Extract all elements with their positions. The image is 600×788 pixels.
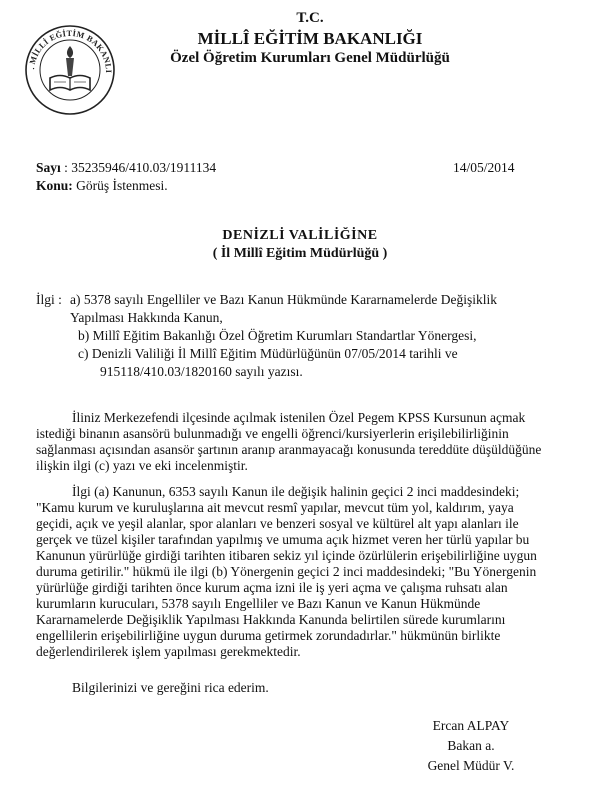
header-tc: T.C.	[296, 10, 324, 26]
sayi-value: : 35235946/410.03/1911134	[64, 160, 217, 175]
ilgi-item-b: b) Millî Eğitim Bakanlığı Özel Öğretim Kurumları Standartlar Yönergesi,	[78, 328, 477, 343]
ilgi-item-c: c) Denizli Valiliği İl Millî Eğitim Müdürlüğünün 07/05/2014 tarihli ve	[78, 346, 458, 361]
svg-text:T.C. MİLLİ EĞİTİM BAKANLIĞI	[14, 10, 113, 73]
sayi-label: Sayı	[36, 160, 61, 175]
paragraph-1-line: sağlanması açısından asansör şartının aranıp aranmayacağı konusunda tereddüte düşüldüğüne	[36, 442, 542, 457]
paragraph-1-line: ilişkin ilgi (c) yazı ve eki incelenmiştir.	[36, 458, 248, 473]
paragraph-2-line: Kararnamelerde Değişiklik Yapılması Hakkında Kanunda belirtilen sürede kurumlarını	[36, 612, 506, 627]
addressee-subtitle: ( İl Millî Eğitim Müdürlüğü )	[212, 246, 388, 261]
sayi-line	[36, 160, 216, 176]
paragraph-2-line: Kanunun yürürlüğe girdiği tarihten itibaren sekiz yıl içinde özürlülerin erişebilirliğine uygun	[36, 548, 537, 563]
document-date: 14/05/2014	[453, 160, 515, 175]
ilgi-item-c-cont: 915118/410.03/1820160 sayılı yazısı.	[100, 364, 303, 379]
header-directorate: Özel Öğretim Kurumları Genel Müdürlüğü	[170, 50, 450, 66]
paragraph-2-line: İlgi (a) Kanunun, 6353 sayılı Kanun ile değişik halinin geçici 2 inci maddesindeki;	[72, 484, 520, 499]
konu-label: Konu:	[36, 178, 73, 193]
closing-sentence: Bilgilerinizi ve gereğini rica ederim.	[72, 680, 269, 695]
logo-ring-text: . MİLLİ EĞİTİM BAKANLI	[27, 28, 114, 74]
paragraph-2-line: "Kamu kurum ve kuruluşlarına ait mevcut resmî yapılar, mevcut tüm yol, kaldırım, yaya	[36, 500, 514, 515]
paragraph-2-line: engellilerin erişebilirliğine uygun duruma getirmek zorundadırlar." hükmünün birlikte	[36, 628, 501, 643]
konu-value: Görüş İstenmesi.	[76, 178, 168, 193]
paragraph-1	[36, 410, 564, 474]
ilgi-item-a: a) 5378 sayılı Engelliler ve Bazı Kanun Hükmünde Kararnamelerde Değişiklik	[70, 292, 497, 307]
paragraph-2-line: yürürlüğe girdiği tarihten önce kurum açma izni ile iş yeri açma ve çalışma ruhsatı alan	[36, 580, 508, 595]
paragraph-2-line: kurumların kurucuları, 5378 sayılı Engelliler ve Bazı Kanun ve Kanun Hükmünde	[36, 596, 481, 611]
paragraph-2-line: geçidi, açık ve yeşil alanlar, spor alanları ve benzeri sosyal ve kültürel alt yapı alanları ile	[36, 516, 519, 531]
signature-name: Ercan ALPAY	[432, 718, 510, 733]
paragraph-2-line: duruma getirilir." hükmü ile ilgi (b) Yönergenin geçici 2 inci maddesindeki; "Bu Yönergenin	[36, 564, 537, 579]
paragraph-1-line: istediği binanın asansörü bulunmadığı ve engelli öğrenci/kursiyerlerin erişilebilirliğinin	[36, 426, 509, 441]
paragraph-2-line: değerlendirilerek işlem yapılması gerekmektedir.	[36, 644, 301, 659]
addressee-title: DENİZLİ VALİLİĞİNE	[222, 228, 378, 243]
header-ministry: MİLLÎ EĞİTİM BAKANLIĞI	[197, 29, 423, 48]
ministry-logo	[14, 10, 126, 122]
torch-book-emblem-icon	[14, 10, 126, 122]
ilgi-item-a-cont: Yapılması Hakkında Kanun,	[70, 310, 223, 325]
paragraph-2	[36, 484, 564, 660]
ilgi-label: İlgi :	[36, 292, 62, 307]
signature-title-2: Genel Müdür V.	[427, 758, 515, 773]
signature-title-1: Bakan a.	[447, 738, 495, 753]
paragraph-2-line: gerçek ve tüzel kişiler tarafından yapılmış ve umuma açık hizmet veren her türlü yapılar bu	[36, 532, 530, 547]
konu-line	[36, 178, 168, 194]
paragraph-1-line: İliniz Merkezefendi ilçesinde açılmak istenilen Özel Pegem KPSS Kursunun açmak	[72, 410, 526, 425]
